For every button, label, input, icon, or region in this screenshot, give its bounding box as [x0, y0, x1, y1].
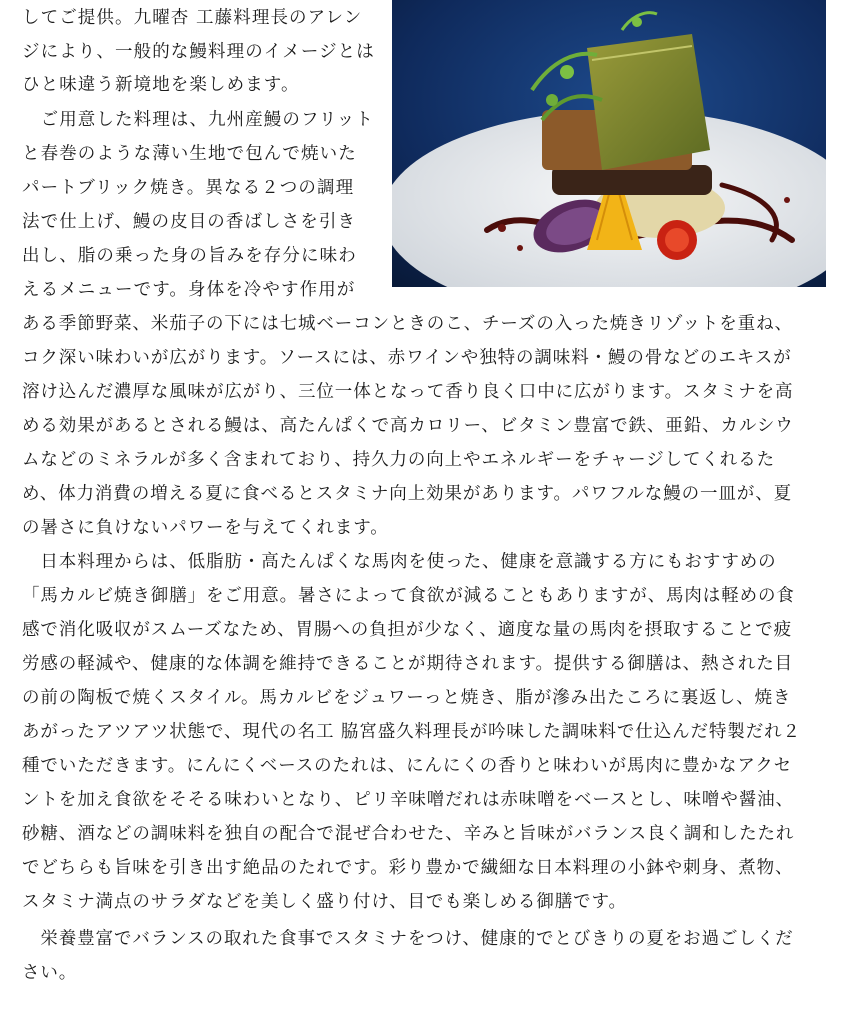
paragraph-line: 法で仕上げ、鰻の皮目の香ばしさを引き: [22, 212, 357, 232]
paragraph-line: 砂糖、酒などの調味料を独自の配合で混ぜ合わせた、辛みと旨味がバランス良く調和したたれ: [22, 824, 795, 844]
dish-photo: [392, 0, 826, 287]
paragraph-line: 日本料理からは、低脂肪・高たんぱくな馬肉を使った、健康を意識する方にもおすすめの: [22, 552, 777, 572]
paragraph-line: スタミナ満点のサラダなどを美しく盛り付け、目でも楽しめる御膳です。: [22, 892, 627, 912]
paragraph-line: の前の陶板で焼くスタイル。馬カルビをジュワーっと焼き、脂が滲み出たころに裏返し、焼き: [22, 688, 792, 708]
plated-eel-dish-photo-icon: [392, 0, 826, 287]
paragraph-line: ジにより、一般的な鰻料理のイメージとは: [22, 42, 375, 62]
paragraph-line: と春巻のような薄い生地で包んで焼いた: [22, 144, 357, 164]
paragraph-line: ご用意した料理は、九州産鰻のフリット: [22, 110, 374, 130]
paragraph-line: さい。: [22, 963, 78, 983]
paragraph-line: の暑さに負けないパワーを与えてくれます。: [22, 518, 389, 538]
paragraph-line: 種でいただきます。にんにくベースのたれは、にんにくの香りと味わいが馬肉に豊かなアクセ: [22, 756, 792, 776]
paragraph-line: ムなどのミネラルが多く含まれており、持久力の向上やエネルギーをチャージしてくれるた: [22, 450, 775, 470]
paragraph-line: ひと味違う新境地を楽しめます。: [22, 75, 300, 95]
paragraph-line: パートブリック焼き。異なる２つの調理: [22, 178, 355, 198]
paragraph-line: ある季節野菜、米茄子の下には七城ベーコンときのこ、チーズの入った焼きリゾットを重ね、: [22, 314, 793, 334]
paragraph-line: えるメニューです。身体を冷やす作用が: [22, 280, 356, 300]
paragraph-line: あがったアツアツ状態で、現代の名工 脇宮盛久料理長が吟味した調味料で仕込んだ特製だれ２: [22, 722, 801, 742]
paragraph-line: 栄養豊富でバランスの取れた食事でスタミナをつけ、健康的でとびきりの夏をお過ごしくだ: [22, 929, 794, 949]
paragraph-line: 出し、脂の乗った身の旨みを存分に味わ: [22, 246, 357, 266]
paragraph-line: 「馬カルビ焼き御膳」をご用意。暑さによって食欲が減ることもありますが、馬肉は軽めの食: [22, 586, 795, 606]
paragraph-line: 感で消化吸収がスムーズなため、胃腸への負担が少なく、適度な量の馬肉を摂取することで疲: [22, 620, 792, 640]
paragraph-line: 労感の軽減や、健康的な体調を維持できることが期待されます。提供する御膳は、熱された目: [22, 654, 794, 674]
paragraph-line: め、体力消費の増える夏に食べるとスタミナ向上効果があります。パワフルな鰻の一皿が、夏: [22, 484, 792, 504]
paragraph-line: でどちらも旨味を引き出す絶品のたれです。彩り豊かで繊細な日本料理の小鉢や刺身、煮物、: [22, 858, 794, 878]
paragraph-line: コク深い味わいが広がります。ソースには、赤ワインや独特の調味料・鰻の骨などのエキスが: [22, 348, 792, 368]
paragraph-line: してご提供。九曜杏 工藤料理長のアレン: [22, 8, 363, 28]
paragraph-line: 溶け込んだ濃厚な風味が広がり、三位一体となって香り良く口中に広がります。スタミナを高: [22, 382, 794, 402]
paragraph-line: ントを加え食欲をそそる味わいとなり、ピリ辛味噌だれは赤味噌をベースとし、味噌や醤油、: [22, 790, 794, 810]
paragraph-line: める効果があるとされる鰻は、高たんぱくで高カロリー、ビタミン豊富で鉄、亜鉛、カルシウ: [22, 416, 794, 436]
